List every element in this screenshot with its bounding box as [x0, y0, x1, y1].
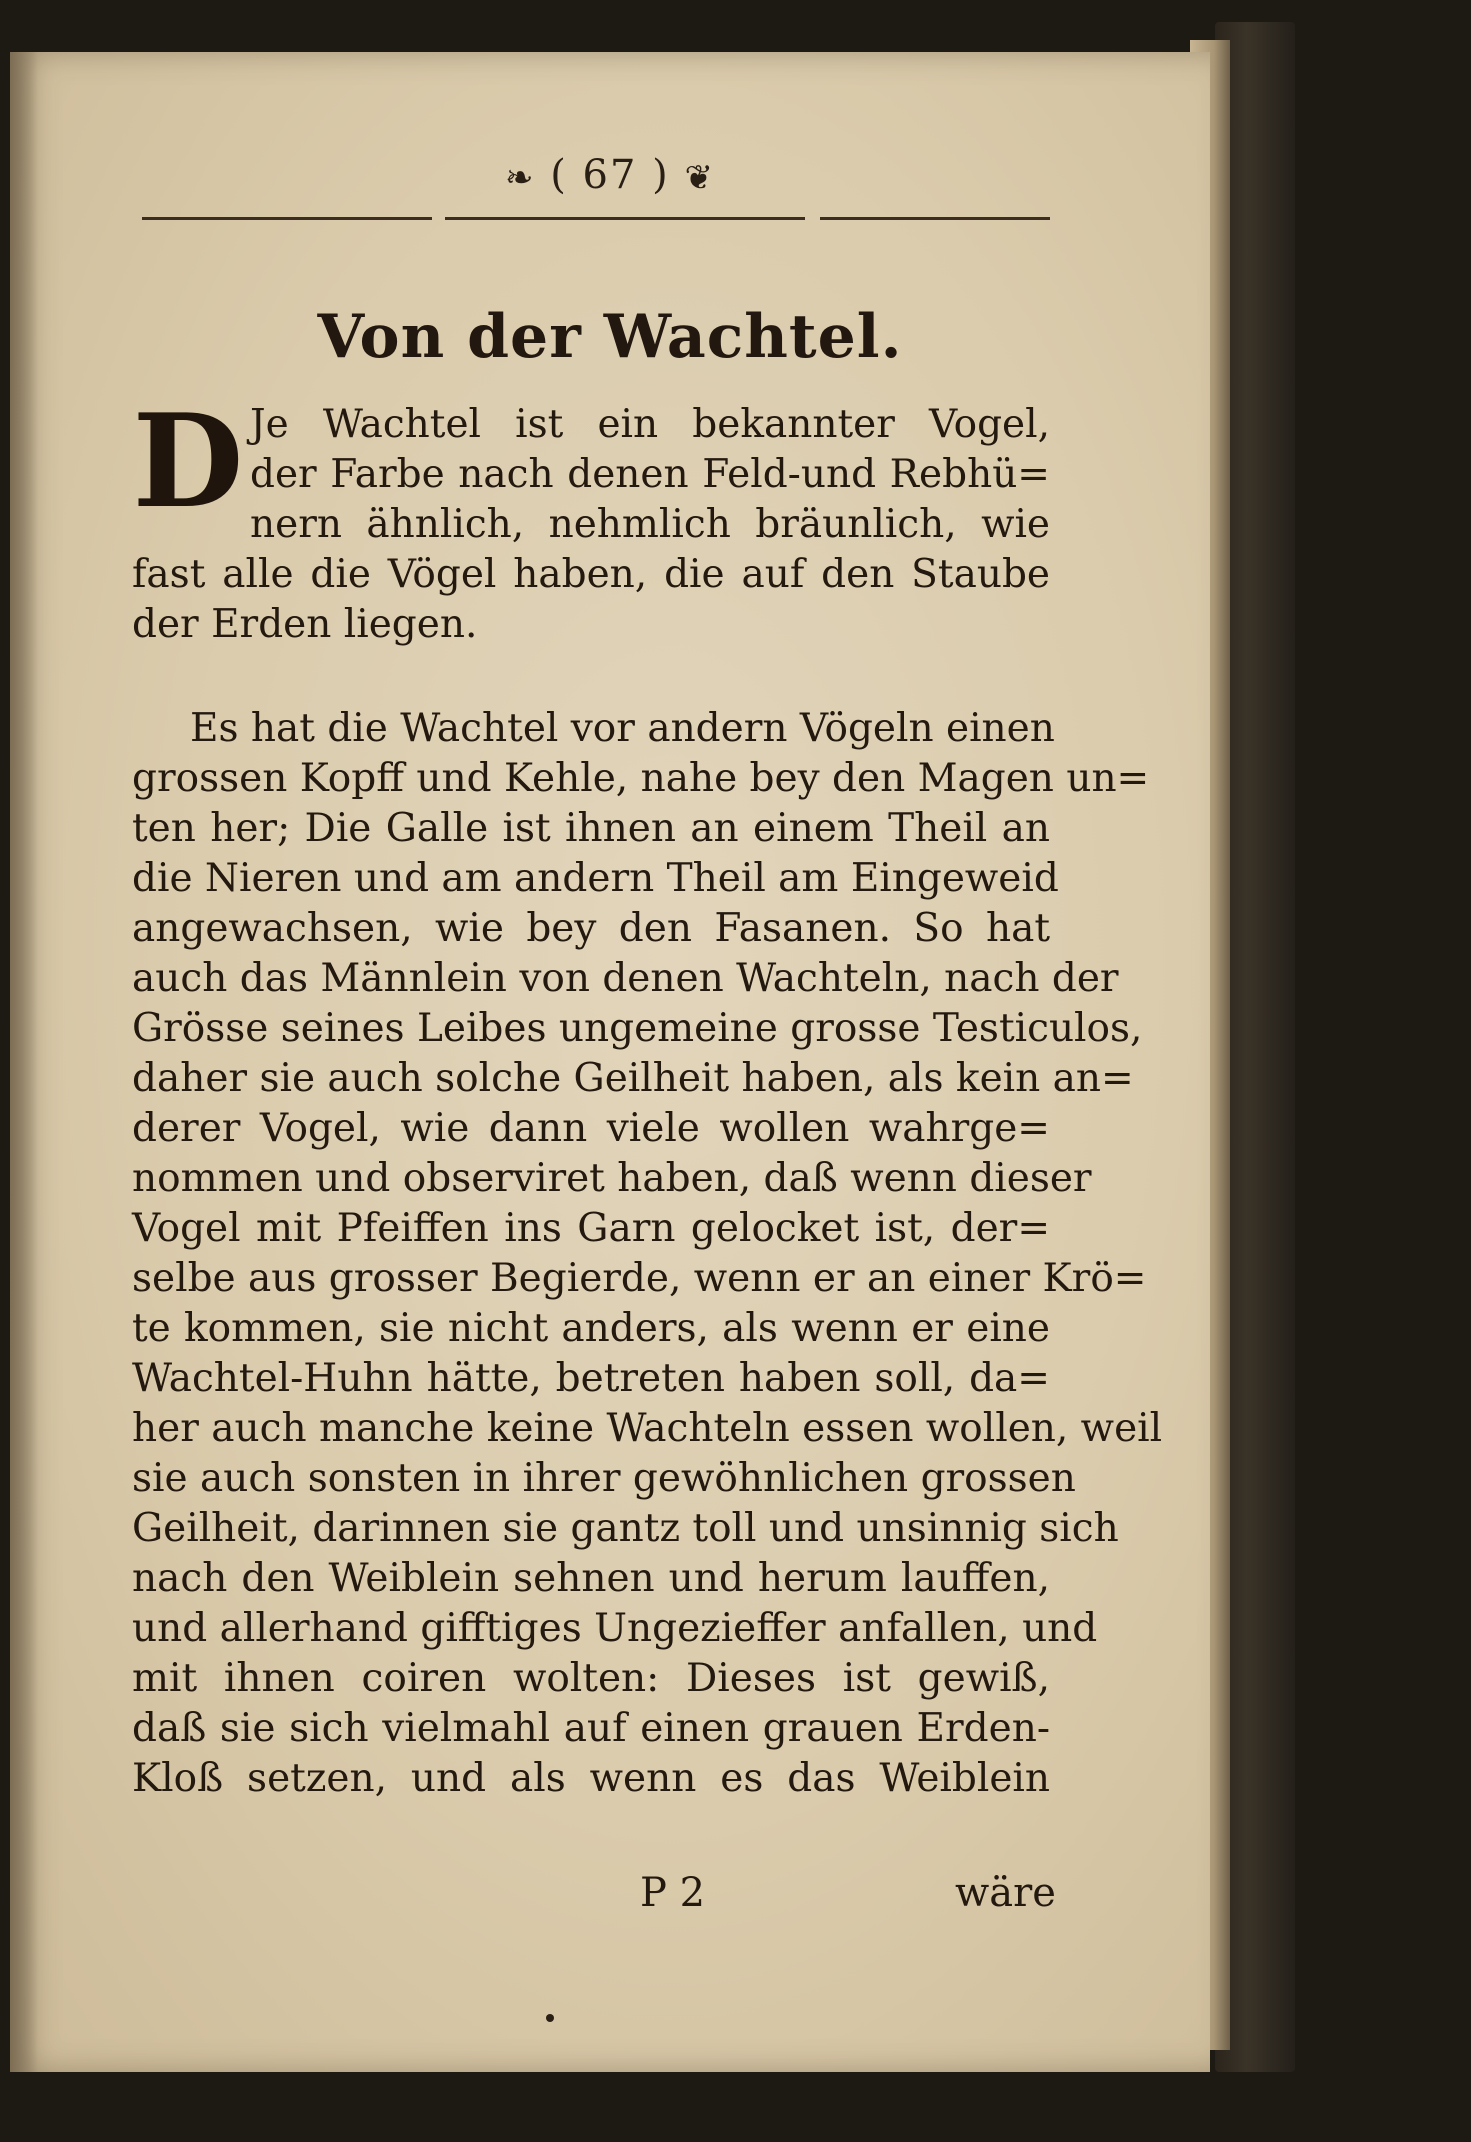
paragraph2-line: die Nieren und am andern Theil am Eingeweid	[132, 856, 1059, 901]
paragraph2-line: Grösse seines Leibes ungemeine grosse Testiculos,	[132, 1006, 1143, 1051]
page-number: ( 67 )	[550, 152, 670, 198]
paragraph2-line: und allerhand gifftiges Ungezieffer anfallen, und	[132, 1606, 1098, 1651]
header-rule-center	[445, 217, 805, 220]
paragraph1-line: Je Wachtel ist ein bekannter Vogel,	[250, 402, 1050, 447]
paragraph2-line: daß sie sich vielmahl auf einen grauen Erden-	[132, 1706, 1050, 1751]
left-ornament-icon: ❧	[505, 158, 536, 198]
paragraph1-line: der Farbe nach denen Feld-und Rebhü=	[250, 452, 1050, 497]
paragraph2-line: derer Vogel, wie dann viele wollen wahrge=	[132, 1106, 1050, 1151]
paragraph2-line: te kommen, sie nicht anders, als wenn er eine	[132, 1306, 1050, 1351]
paragraph2-line: ten her; Die Galle ist ihnen an einem Theil an	[132, 806, 1050, 851]
header-rule-left	[142, 217, 432, 220]
paragraph2-line: Vogel mit Pfeiffen ins Garn gelocket ist, der=	[132, 1206, 1050, 1251]
paragraph2-line: nommen und observiret haben, daß wenn dieser	[132, 1156, 1092, 1201]
paragraph2-line: Geilheit, darinnen sie gantz toll und unsinnig sich	[132, 1506, 1119, 1551]
paragraph2-line: Kloß setzen, und als wenn es das Weiblein	[132, 1756, 1050, 1801]
header-rule-right	[820, 217, 1050, 220]
paragraph2-line: Es hat die Wachtel vor andern Vögeln einen	[190, 706, 1055, 751]
paragraph1-line: nern ähnlich, nehmlich bräunlich, wie	[250, 502, 1050, 547]
signature-mark: P 2	[640, 1870, 706, 1916]
paragraph2-line: daher sie auch solche Geilheit haben, als kein an=	[132, 1056, 1134, 1101]
paragraph1-line: der Erden liegen.	[132, 602, 478, 647]
paragraph2-line: Wachtel-Huhn hätte, betreten haben soll, da=	[132, 1356, 1050, 1401]
paragraph1-line: fast alle die Vögel haben, die auf den Staube	[132, 552, 1050, 597]
paragraph2-line: grossen Kopff und Kehle, nahe bey den Magen un=	[132, 756, 1150, 801]
page-sheet	[10, 52, 1210, 2072]
paragraph2-line: selbe aus grosser Begierde, wenn er an einer Krö=	[132, 1256, 1147, 1301]
paragraph2-line: her auch manche keine Wachteln essen wollen, weil	[132, 1406, 1163, 1451]
drop-cap: D	[132, 387, 244, 537]
paragraph2-line: sie auch sonsten in ihrer gewöhnlichen grossen	[132, 1456, 1076, 1501]
paragraph2-line: mit ihnen coiren wolten: Dieses ist gewiß,	[132, 1656, 1050, 1701]
paragraph2-line: angewachsen, wie bey den Fasanen. So hat	[132, 906, 1050, 951]
chapter-title: Von der Wachtel.	[317, 302, 903, 372]
paragraph2-line: nach den Weiblein sehnen und herum lauffen,	[132, 1556, 1050, 1601]
right-ornament-icon: ❦	[684, 158, 715, 198]
paragraph2-line: auch das Männlein von denen Wachteln, nach der	[132, 956, 1119, 1001]
catchword: wäre	[955, 1870, 1056, 1916]
page-header	[10, 152, 1210, 198]
paper-speck	[546, 2014, 554, 2022]
